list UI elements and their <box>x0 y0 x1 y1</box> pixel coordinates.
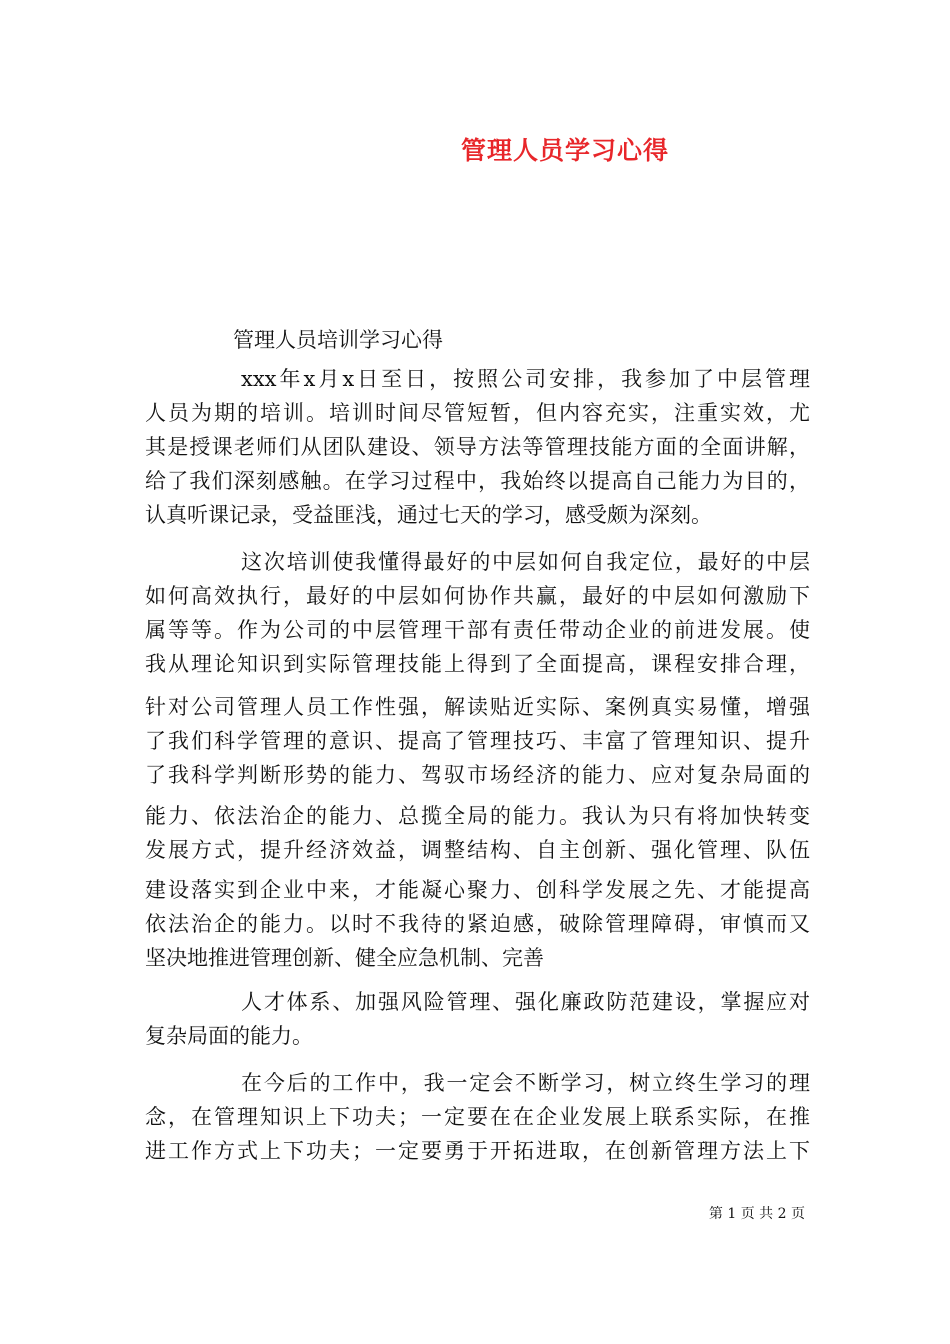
body-line: 了我科学判断形势的能力、驾驭市场经济的能力、应对复杂局面的 <box>145 763 810 787</box>
body-line: 能力、依法治企的能力、总揽全局的能力。我认为只有将加快转变 <box>145 804 810 828</box>
body-line: xxx年x月x日至日，按照公司安排，我参加了中层管理 <box>241 367 810 391</box>
body-line: 发展方式，提升经济效益，调整结构、自主创新、强化管理、队伍 <box>145 838 810 862</box>
body-line: 复杂局面的能力。 <box>145 1024 313 1048</box>
body-line: 人才体系、加强风险管理、强化廉政防范建设，掌握应对 <box>241 990 810 1014</box>
body-line: 进工作方式上下功夫；一定要勇于开拓进取，在创新管理方法上下 <box>145 1139 810 1163</box>
body-line: 建设落实到企业中来，才能凝心聚力、创科学发展之先、才能提高 <box>145 878 810 902</box>
body-line: 了我们科学管理的意识、提高了管理技巧、丰富了管理知识、提升 <box>145 729 810 753</box>
body-line: 人员为期的培训。培训时间尽管短暂，但内容充实，注重实效，尤 <box>145 401 810 425</box>
page-number-footer: 第 1 页 共 2 页 <box>708 1206 805 1222</box>
body-line: 给了我们深刻感触。在学习过程中，我始终以提高自己能力为目的， <box>145 469 810 493</box>
body-line: 针对公司管理人员工作性强，解读贴近实际、案例真实易懂，增强 <box>145 695 810 719</box>
body-line: 我从理论知识到实际管理技能上得到了全面提高，课程安排合理， <box>145 652 810 676</box>
body-line: 依法治企的能力。以时不我待的紧迫感，破除管理障碍，审慎而又 <box>145 912 810 936</box>
body-line: 如何高效执行，最好的中层如何协作共赢，最好的中层如何激励下 <box>145 584 810 608</box>
body-line: 在今后的工作中，我一定会不断学习，树立终生学习的理 <box>241 1071 810 1095</box>
body-line: 属等等。作为公司的中层管理干部有责任带动企业的前进发展。使 <box>145 618 810 642</box>
document-subtitle: 管理人员培训学习心得 <box>233 328 443 352</box>
body-line: 其是授课老师们从团队建设、领导方法等管理技能方面的全面讲解， <box>145 435 810 459</box>
body-line: 认真听课记录，受益匪浅，通过七天的学习，感受颇为深刻。 <box>145 503 712 527</box>
body-line: 念，在管理知识上下功夫；一定要在在企业发展上联系实际，在推 <box>145 1105 810 1129</box>
document-title: 管理人员学习心得 <box>460 136 669 165</box>
body-line: 这次培训使我懂得最好的中层如何自我定位，最好的中层 <box>241 550 810 574</box>
body-line: 坚决地推进管理创新、健全应急机制、完善 <box>145 946 544 970</box>
